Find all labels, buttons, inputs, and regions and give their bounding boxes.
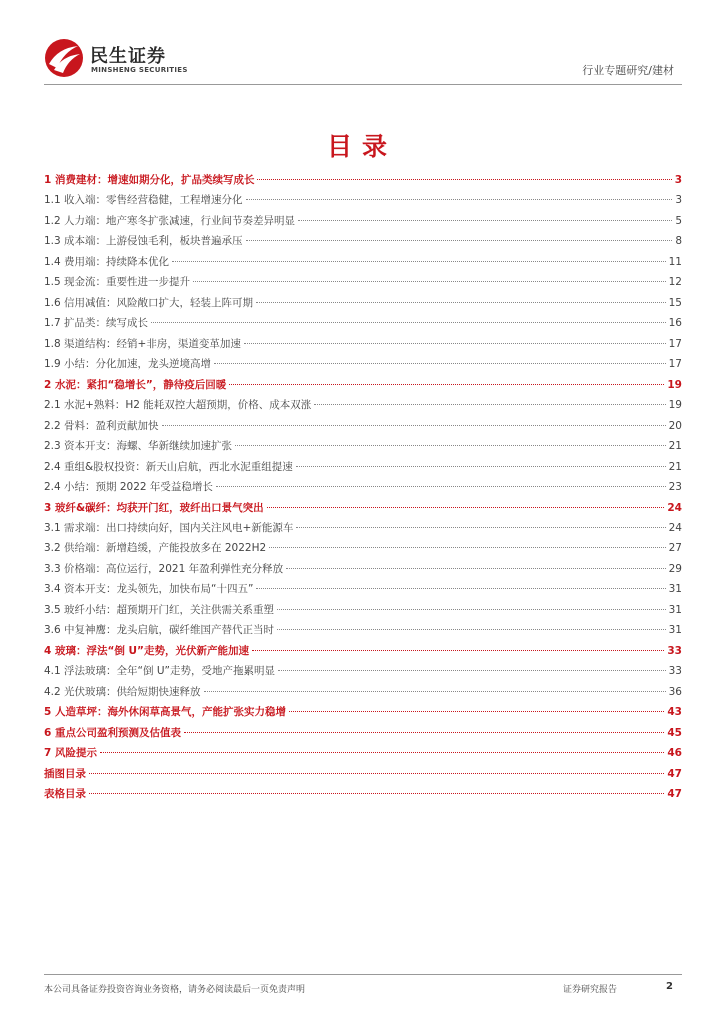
toc-entry-page: 31 xyxy=(668,624,682,637)
toc-leader-dots xyxy=(89,792,664,794)
toc-entry-page: 21 xyxy=(668,440,682,453)
toc-entry[interactable] xyxy=(44,786,682,806)
toc-entry[interactable] xyxy=(44,418,682,438)
toc-leader-dots xyxy=(184,731,664,733)
brand-name-en: MINSHENG SECURITIES xyxy=(91,66,188,74)
toc-leader-dots xyxy=(214,362,666,364)
toc-leader-dots xyxy=(235,444,666,446)
toc-entry-page: 33 xyxy=(667,644,682,657)
toc-entry-page: 24 xyxy=(667,501,682,514)
toc-entry-label: 4 玻璃：浮法“倒 U”走势，光伏新产能加速 xyxy=(44,644,249,657)
toc-entry-label: 4.2 光伏玻璃：供给短期快速释放 xyxy=(44,685,201,698)
toc-entry[interactable] xyxy=(44,172,682,192)
toc-entry-label: 2.4 重组&股权投资：新天山启航，西北水泥重组提速 xyxy=(44,460,293,473)
toc-entry-label: 6 重点公司盈利预测及估值表 xyxy=(44,726,181,739)
toc-entry-page: 31 xyxy=(668,583,682,596)
toc-entry[interactable] xyxy=(44,315,682,335)
toc-entry-label: 1.7 扩品类：续写成长 xyxy=(44,317,149,330)
footer-report-type: 证券研究报告 xyxy=(563,985,618,995)
toc-entry[interactable] xyxy=(44,581,682,601)
toc-entry-label: 2.1 水泥+熟料：H2 能耗双控大超预期，价格、成本双涨 xyxy=(44,399,312,412)
toc-entry-page: 31 xyxy=(668,603,682,616)
toc-entry[interactable] xyxy=(44,500,682,520)
toc-entry-page: 3 xyxy=(675,194,682,207)
toc-leader-dots xyxy=(162,424,666,426)
toc-leader-dots xyxy=(193,280,666,282)
toc-entry-page: 23 xyxy=(668,481,682,494)
toc-entry-page: 12 xyxy=(668,276,682,289)
toc-entry[interactable] xyxy=(44,622,682,642)
toc-leader-dots xyxy=(244,342,666,344)
toc-entry-page: 19 xyxy=(668,399,682,412)
toc-entry-label: 3.5 玻纤小结：超预期开门红，关注供需关系重塑 xyxy=(44,603,275,616)
toc-leader-dots xyxy=(252,649,664,651)
toc-entry-label: 3.2 供给端：新增趋缓，产能投放多在 2022H2 xyxy=(44,542,267,555)
toc-entry-page: 46 xyxy=(667,747,682,760)
toc-entry-page: 17 xyxy=(668,358,682,371)
toc-entry-page: 3 xyxy=(674,174,682,186)
toc-entry[interactable] xyxy=(44,213,682,233)
toc-entry[interactable] xyxy=(44,397,682,417)
toc-entry[interactable] xyxy=(44,438,682,458)
toc-entry-page: 47 xyxy=(667,788,682,801)
toc-entry-label: 2.4 小结：预期 2022 年受益稳增长 xyxy=(44,481,213,494)
toc-entry-label: 7 风险提示 xyxy=(44,747,97,760)
toc-entry-label: 1.4 费用端：持续降本优化 xyxy=(44,255,170,268)
toc-leader-dots xyxy=(277,608,666,610)
page-header xyxy=(0,0,724,85)
toc-entry[interactable] xyxy=(44,602,682,622)
toc-leader-dots xyxy=(256,587,665,589)
toc-entry-label: 1 消费建材：增速如期分化，扩品类续写成长 xyxy=(44,174,255,186)
toc-leader-dots xyxy=(172,260,666,262)
footer-divider xyxy=(44,974,682,975)
toc-entry[interactable] xyxy=(44,233,682,253)
toc-leader-dots xyxy=(277,628,666,630)
toc-entry-page: 45 xyxy=(667,726,682,739)
toc-leader-dots xyxy=(269,546,665,548)
toc-entry[interactable] xyxy=(44,766,682,786)
toc-entry-label: 1.6 信用减值：风险敞口扩大，轻装上阵可期 xyxy=(44,296,254,309)
toc-entry[interactable] xyxy=(44,520,682,540)
toc-leader-dots xyxy=(296,526,665,528)
toc-entry[interactable] xyxy=(44,254,682,274)
toc-entry-page: 11 xyxy=(668,255,682,268)
toc-entry-page: 21 xyxy=(668,460,682,473)
toc-entry[interactable] xyxy=(44,459,682,479)
toc-leader-dots xyxy=(257,178,671,180)
toc-entry-label: 1.1 收入端：零售经营稳健，工程增速分化 xyxy=(44,194,243,207)
toc-entry[interactable] xyxy=(44,336,682,356)
toc-entry-label: 1.3 成本端：上游侵蚀毛利，板块普遍承压 xyxy=(44,235,243,248)
report-category: 行业专题研究/建材 xyxy=(582,64,674,77)
header-divider xyxy=(44,84,682,85)
toc-leader-dots xyxy=(278,669,666,671)
toc-entry-page: 43 xyxy=(667,706,682,719)
toc-entry[interactable] xyxy=(44,377,682,397)
toc-leader-dots xyxy=(100,751,664,753)
toc-entry[interactable] xyxy=(44,704,682,724)
footer-disclaimer: 本公司具备证券投资咨询业务资格，请务必阅读最后一页免责声明 xyxy=(44,985,306,995)
toc-entry-page: 15 xyxy=(668,296,682,309)
toc-entry[interactable] xyxy=(44,725,682,745)
toc-leader-dots xyxy=(314,403,665,405)
table-of-contents xyxy=(44,172,682,807)
toc-entry-label: 1.8 渠道结构：经销+非房，渠道变革加速 xyxy=(44,337,241,350)
toc-entry-page: 29 xyxy=(668,562,682,575)
toc-leader-dots xyxy=(267,506,665,508)
toc-leader-dots xyxy=(151,321,666,323)
toc-leader-dots xyxy=(296,465,666,467)
toc-entry-page: 19 xyxy=(667,378,682,391)
toc-entry-page: 17 xyxy=(668,337,682,350)
toc-entry-page: 36 xyxy=(668,685,682,698)
toc-entry[interactable] xyxy=(44,663,682,683)
toc-entry-label: 2.3 资本开支：海螺、华新继续加速扩张 xyxy=(44,440,233,453)
toc-entry-label: 插图目录 xyxy=(44,767,86,780)
toc-entry-page: 20 xyxy=(668,419,682,432)
toc-entry-page: 5 xyxy=(675,214,682,227)
minsheng-logo-icon xyxy=(44,38,84,78)
toc-entry-label: 3.3 价格端：高位运行，2021 年盈利弹性充分释放 xyxy=(44,562,284,575)
toc-entry[interactable] xyxy=(44,192,682,212)
toc-entry-label: 4.1 浮法玻璃：全年“倒 U”走势，受地产拖累明显 xyxy=(44,665,275,678)
toc-entry-label: 5 人造草坪：海外休闲草高景气，产能扩张实力稳增 xyxy=(44,706,286,719)
toc-leader-dots xyxy=(216,485,666,487)
toc-leader-dots xyxy=(289,710,664,712)
toc-entry-label: 2.2 骨料：盈利贡献加快 xyxy=(44,419,159,432)
toc-entry-page: 8 xyxy=(675,235,682,248)
toc-leader-dots xyxy=(246,239,673,241)
toc-entry[interactable] xyxy=(44,745,682,765)
toc-entry-label: 1.2 人力端：地产寒冬扩张减速，行业间节奏差异明显 xyxy=(44,214,296,227)
toc-leader-dots xyxy=(89,772,664,774)
toc-entry[interactable] xyxy=(44,540,682,560)
toc-entry-label: 3.1 需求端：出口持续向好，国内关注风电+新能源车 xyxy=(44,521,294,534)
toc-leader-dots xyxy=(246,198,673,200)
toc-entry[interactable] xyxy=(44,295,682,315)
footer-page-number: 2 xyxy=(666,981,673,992)
toc-entry-label: 3.6 中复神鹰：龙头启航，碳纤维国产替代正当时 xyxy=(44,624,275,637)
toc-leader-dots xyxy=(298,219,672,221)
brand-name-cn: 民生证券 xyxy=(90,46,166,67)
toc-entry-label: 3.4 资本开支：龙头领先，加快布局“十四五” xyxy=(44,583,254,596)
toc-entry-label: 表格目录 xyxy=(44,788,86,801)
page-title: 目录 xyxy=(326,132,397,161)
toc-entry-page: 16 xyxy=(668,317,682,330)
toc-entry-page: 24 xyxy=(668,521,682,534)
toc-entry[interactable] xyxy=(44,684,682,704)
toc-leader-dots xyxy=(229,383,664,385)
toc-entry[interactable] xyxy=(44,479,682,499)
toc-entry-page: 47 xyxy=(667,767,682,780)
toc-entry-label: 2 水泥：紧扣“稳增长”，静待疫后回暖 xyxy=(44,378,227,391)
toc-entry-label: 1.5 现金流：重要性进一步提升 xyxy=(44,276,191,289)
toc-entry-page: 27 xyxy=(668,542,682,555)
toc-entry-label: 1.9 小结：分化加速，龙头逆境高增 xyxy=(44,358,212,371)
toc-entry[interactable] xyxy=(44,356,682,376)
toc-entry-label: 3 玻纤&碳纤：均获开门红，玻纤出口景气突出 xyxy=(44,501,264,514)
toc-leader-dots xyxy=(286,567,666,569)
toc-entry[interactable] xyxy=(44,643,682,663)
toc-leader-dots xyxy=(256,301,666,303)
toc-entry-page: 33 xyxy=(668,665,682,678)
toc-leader-dots xyxy=(204,690,666,692)
toc-entry[interactable] xyxy=(44,274,682,294)
toc-entry[interactable] xyxy=(44,561,682,581)
